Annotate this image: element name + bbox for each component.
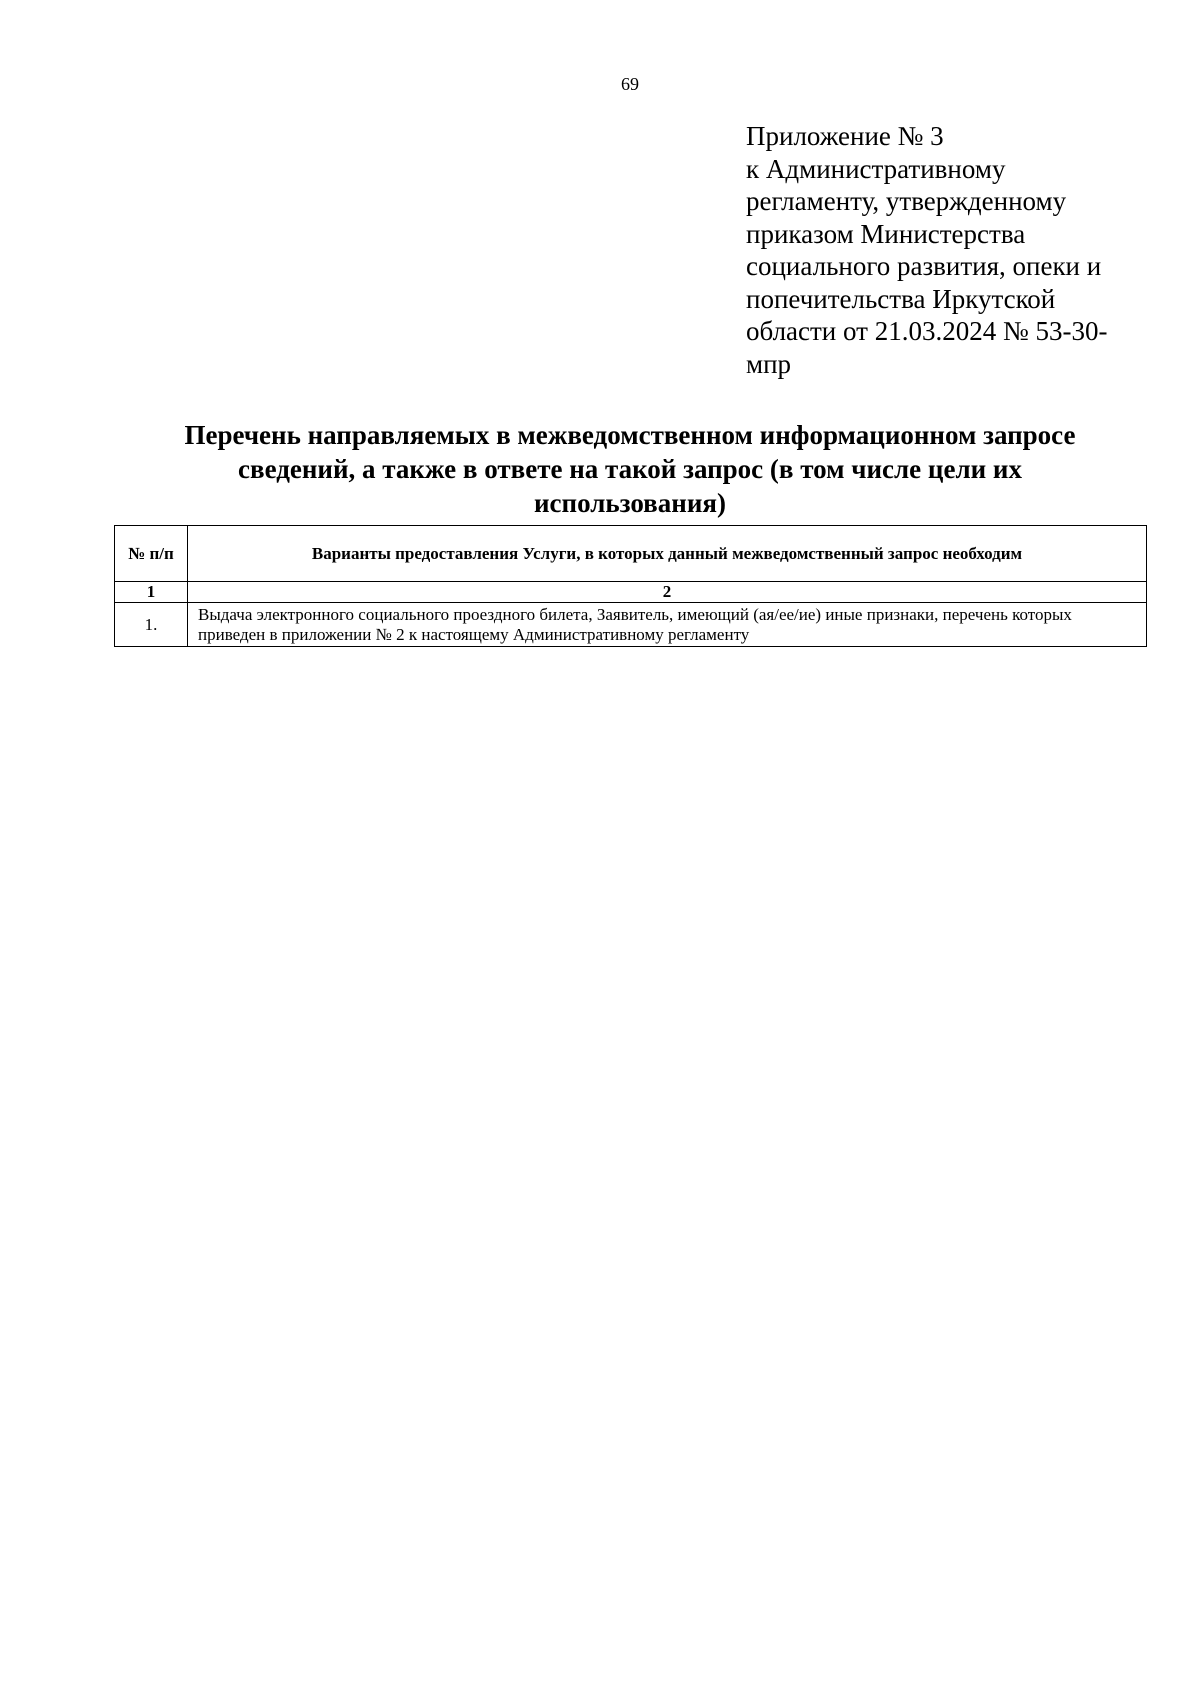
header-variants-cell: Варианты предоставления Услуги, в которых данный межведомственный запрос необходим <box>188 526 1147 582</box>
column-index-cell: 2 <box>188 582 1147 603</box>
document-title <box>114 418 1146 520</box>
appendix-note <box>746 120 1146 380</box>
appendix-note-line: регламенту, утвержденному <box>746 186 1067 216</box>
document-title-line: сведений, а также в ответе на такой запрос (в том числе цели их <box>238 454 1022 484</box>
requests-table <box>114 525 1147 647</box>
appendix-note-line: Приложение № 3 <box>746 121 944 151</box>
row-text-cell: Выдача электронного социального проездного билета, Заявитель, имеющий (ая/ее/ие) иные признаки, перечень которых приведен в приложении № 2 к настоящему Административному регламенту <box>188 603 1147 647</box>
page-number: 69 <box>621 74 639 94</box>
appendix-note-line: попечительства Иркутской <box>746 283 1056 314</box>
table-column-index-row <box>115 582 1147 603</box>
column-index-cell: 1 <box>115 582 188 603</box>
appendix-note-line: к Административному <box>746 153 1006 184</box>
table-row <box>115 603 1147 647</box>
appendix-note-line: мпр <box>746 348 792 379</box>
document-title-line: использования) <box>534 488 726 518</box>
table-header-row <box>115 526 1147 582</box>
appendix-note-line: социального развития, опеки и <box>746 251 1102 281</box>
appendix-note-line: приказом Министерства <box>746 218 1026 249</box>
row-num-cell: 1. <box>115 603 188 647</box>
header-num-cell: № п/п <box>115 526 188 582</box>
appendix-note-line: области от 21.03.2024 № 53-30- <box>746 316 1108 346</box>
document-title-line: Перечень направляемых в межведомственном информационном запросе <box>184 420 1076 450</box>
